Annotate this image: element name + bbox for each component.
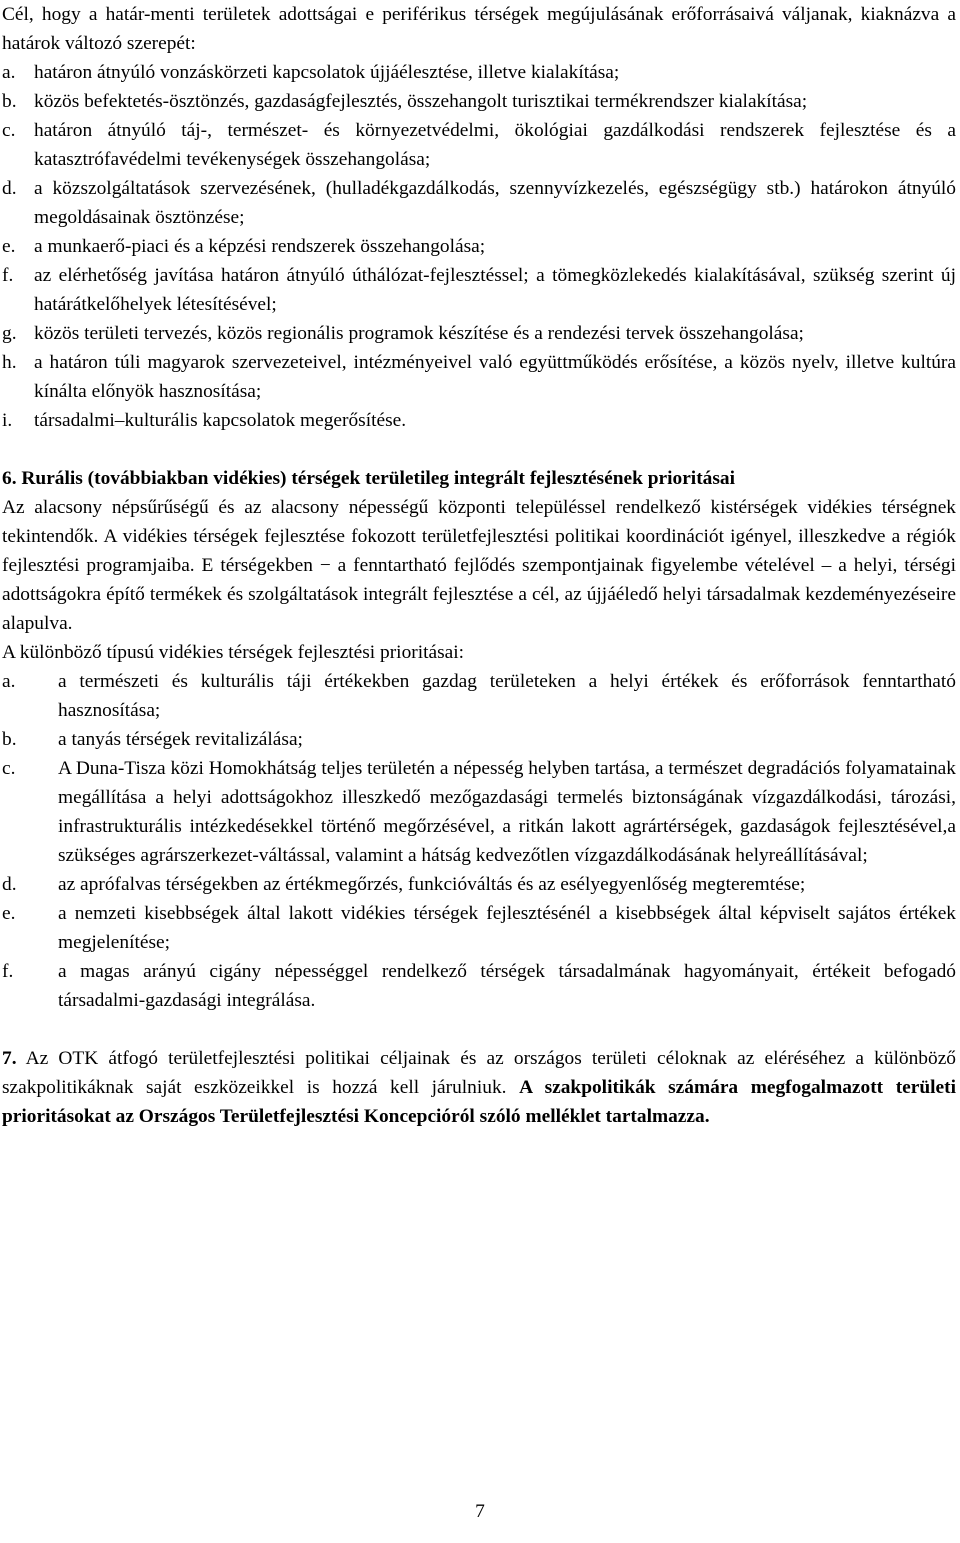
- list-marker: f.: [2, 961, 14, 982]
- list-marker: c.: [2, 758, 16, 779]
- list-marker: f.: [2, 265, 14, 286]
- list-item: [2, 232, 956, 261]
- list-item: [2, 870, 956, 899]
- list-marker: c.: [2, 120, 16, 141]
- list-item: [2, 754, 956, 870]
- list-marker: e.: [2, 903, 16, 924]
- section-7-paragraph: [2, 1044, 956, 1131]
- list-item: [2, 667, 956, 725]
- list-item: [2, 899, 956, 957]
- list-item-text: az aprófalvas térségekben az értékmegőrzés, funkcióváltás és az esélyegyenlőség megteremtése;: [58, 874, 806, 895]
- list-item-text: az elérhetőség javítása határon átnyúló úthálózat-fejlesztéssel; a tömegközlekedés kialakításával, szükség szerint új határátkelőhelyek létesítésével;: [34, 265, 956, 315]
- list-marker: i.: [2, 410, 13, 431]
- list-marker: b.: [2, 91, 17, 112]
- list-item-text: a határon túli magyarok szervezeteivel, intézményeivel való együttműködés erősítése, a közös nyelv, illetve kultúra kínálta előnyök hasznosítása;: [34, 352, 956, 402]
- section-7-bold-text: A szakpolitikák számára megfogalmazott területi prioritásokat az Országos Területfejlesztési Koncepcióról szóló melléklet tartalmazza.: [2, 1077, 956, 1127]
- list-marker: b.: [2, 729, 17, 750]
- list-marker: a.: [2, 62, 16, 83]
- list-item: [2, 406, 956, 435]
- list-item: [2, 348, 956, 406]
- section-6-list-intro: A különböző típusú vidékies térségek fejlesztési prioritásai:: [2, 642, 465, 663]
- list-item-text: határon átnyúló táj-, természet- és környezetvédelmi, ökológiai gazdálkodási rendszerek fejlesztése és a katasztrófavédelmi tevékenységek összehangolása;: [34, 120, 956, 170]
- list-marker: a.: [2, 671, 16, 692]
- list-item-text: a természeti és kulturális táji értékekben gazdag területeken a helyi értékek és erőforrások fenntartható hasznosítása;: [58, 671, 956, 721]
- list-item-text: közös befektetés-ösztönzés, gazdaságfejlesztés, összehangolt turisztikai termékrendszer kialakítása;: [34, 91, 808, 112]
- spacer: [2, 1015, 956, 1044]
- list-item-text: a munkaerő-piaci és a képzési rendszerek összehangolása;: [34, 236, 486, 257]
- list-item-text: a tanyás térségek revitalizálása;: [58, 729, 303, 750]
- intro-paragraph: Cél, hogy a határ-menti területek adottságai e periférikus térségek megújulásának erőforrásaivá váljanak, kiaknázva a határok változó szerepét:: [2, 4, 956, 54]
- section-6-heading: [2, 464, 956, 493]
- list-item: [2, 319, 956, 348]
- list-marker: e.: [2, 236, 16, 257]
- list-item-text: társadalmi–kulturális kapcsolatok megerősítése.: [34, 410, 407, 431]
- section-number: 7.: [2, 1048, 17, 1069]
- document-page: [2, 0, 956, 1131]
- list-item-text: határon átnyúló vonzáskörzeti kapcsolatok újjáélesztése, illetve kialakítása;: [34, 62, 620, 83]
- list-item-text: a nemzeti kisebbségek által lakott vidékies térségek fejlesztésénél a kisebbségek által képviselt sajátos értékek megjelenítése;: [58, 903, 956, 953]
- list-item: [2, 725, 956, 754]
- list-item-text: a magas arányú cigány népességgel rendelkező térségek társadalmának hagyományait, értékeit befogadó társadalmi-gazdasági integrálása.: [58, 961, 956, 1011]
- list-item: [2, 87, 956, 116]
- list-item: [2, 261, 956, 319]
- list-item: [2, 957, 956, 1015]
- list-item: [2, 116, 956, 174]
- section-7-text: Az OTK átfogó területfejlesztési politikai céljainak és az országos területi céloknak az eléréséhez a különböző szakpolitikáknak saját eszközeikkel is hozzá kell járulniuk.: [2, 1048, 956, 1098]
- rural-priorities-list: [2, 667, 956, 1015]
- list-item-text: közös területi tervezés, közös regionális programok készítése és a rendezési tervek összehangolása;: [34, 323, 804, 344]
- section-6-paragraph: Az alacsony népsűrűségű és az alacsony népességű központi településsel rendelkező kistérségek vidékies térségnek tekintendők. A vidékies térségek fejlesztése fokozott területfejlesztési politikai koordinációt igényel, illeszkedve a régiók fejlesztési programjaiba. E térségekben − a fenntartható fejlődés szempontjainak figyelembe vételével – a helyi, térségi adottságokra építő termékek és szolgáltatások integrált fejlesztése a cél, az újjáéledő helyi társadalmak kezdeményezéseire alapulva.: [2, 497, 956, 634]
- list-marker: d.: [2, 874, 17, 895]
- section-number: 6.: [2, 468, 17, 489]
- list-item: [2, 174, 956, 232]
- list-marker: h.: [2, 352, 17, 373]
- list-marker: g.: [2, 323, 17, 344]
- list-marker: d.: [2, 178, 17, 199]
- section-title: Rurális (továbbiakban vidékies) térségek területileg integrált fejlesztésének prioritásai: [21, 468, 735, 489]
- spacer: [2, 435, 956, 464]
- list-item-text: a közszolgáltatások szervezésének, (hulladékgazdálkodás, szennyvízkezelés, egészségügy stb.) határokon átnyúló megoldásainak ösztönzése;: [34, 178, 956, 228]
- page-number: 7: [475, 1501, 485, 1522]
- list-item-text: A Duna-Tisza közi Homokhátság teljes területén a népesség helyben tartása, a természet degradációs folyamatainak megállítása a helyi adottságokhoz illeszkedő mezőgazdasági termelés biztonságának vízgazdálkodási, tározási, infrastrukturális intézkedésekkel történő megőrzésével, a ritkán lakott agrártérségek, gazdaságok fejlesztésével,a szükséges agrárszerkezet-váltással, valamint a hátság kedvezőtlen vízgazdálkodásának helyreállításával;: [58, 758, 956, 866]
- cross-border-goals-list: [2, 58, 956, 435]
- list-item: [2, 58, 956, 87]
